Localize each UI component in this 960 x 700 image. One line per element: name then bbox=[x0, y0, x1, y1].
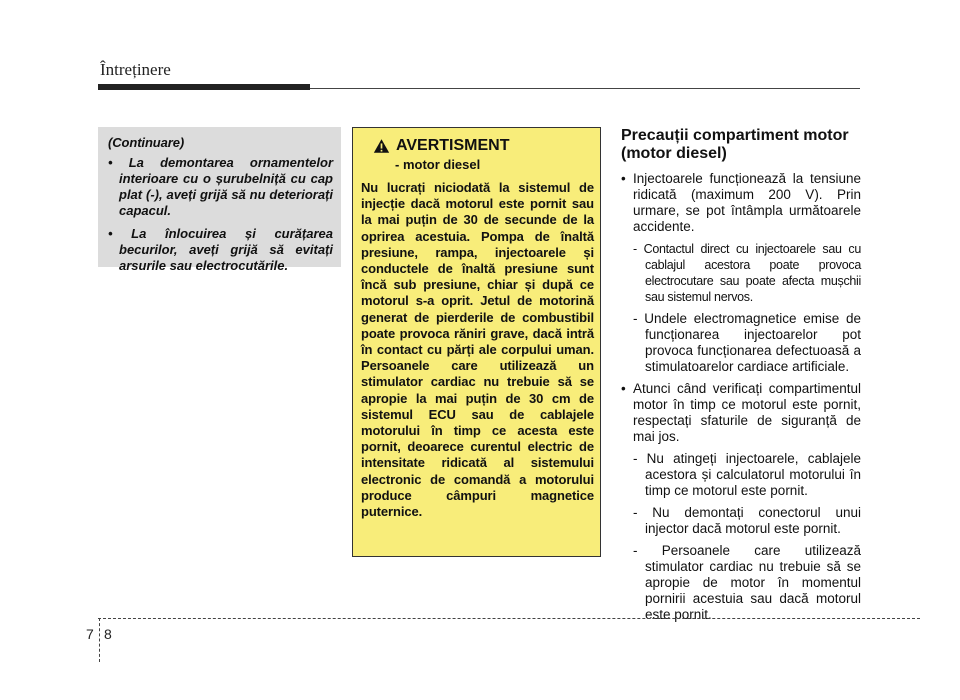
sub-item: - Nu atingeți injectoarele, cablajele acestora și calculatorul motorului în timp ce motorul este pornit. bbox=[633, 451, 861, 498]
warning-title: AVERTISMENT bbox=[396, 137, 510, 154]
bullet-item: • Injectoarele funcționează la tensiune ridicată (maximum 200 V). Prin urmare, se pot întâmpla următoarele accidente. bbox=[621, 171, 861, 234]
sub-item: - Undele electromagnetice emise de funcționarea injectoarelor pot provoca funcționarea defectuoasă a stimulatoarelor cardiace artificiale. bbox=[633, 311, 861, 374]
page-header-title: Întreținere bbox=[100, 60, 171, 79]
sub-item: - Persoanele care utilizează stimulator cardiac nu trebuie să se apropie de motor în momentul pornirii acestuia sau dacă motorul este pornit. bbox=[633, 543, 861, 622]
continuation-box bbox=[98, 127, 341, 273]
warning-header bbox=[373, 137, 594, 155]
warning-subtitle: - motor diesel bbox=[395, 157, 481, 172]
warning-body: Nu lucrați niciodată la sistemul de injecție dacă motorul este pornit sau la mai puțin de 30 de secunde de la oprirea acestuia. Pompa de înaltă presiune, rampa, injectoarele și conductele de înaltă presiune sunt încă sub presiune, chiar și după ce motorul s-a oprit. Jetul de motorină generat de pierderile de combustibil poate provoca răniri grave, dacă intră în contact cu părți ale corpului uman. Persoanele care utilizează un stimulator cardiac nu trebuie să se apropie la mai puțin de 30 cm de sistemul ECU sau de cablajele motorului în timp ce acesta este pornit, deoarece curentul electric de intensitate ridicată al sistemului electronic de comandă a motorului produce câmpuri magnetice puternice. bbox=[361, 180, 594, 520]
warning-box bbox=[352, 127, 601, 557]
sub-item: - Nu demontați conectorul unui injector dacă motorul este pornit. bbox=[633, 505, 861, 536]
chapter-number: 7 bbox=[86, 626, 94, 642]
footer-divider bbox=[99, 618, 100, 662]
header-accent-bar bbox=[98, 84, 310, 90]
page-number: 8 bbox=[104, 626, 112, 642]
warning-triangle-icon bbox=[373, 138, 390, 154]
continuation-item: • La demontarea ornamentelor interioare cu o șurubelniță cu cap plat (-), aveți grijă să nu deteriorați capacul. bbox=[108, 155, 334, 218]
engine-precautions-section bbox=[621, 127, 861, 629]
footer-rule bbox=[98, 618, 920, 619]
sub-item: - Contactul direct cu injectoarele sau cu cablajul acestora poate provoca electrocutare sau poate afecta mușchii sau sistemul nervos. bbox=[633, 242, 861, 304]
continuation-item: • La înlocuirea și curățarea becurilor, aveți grijă să evitați arsurile sau electrocutările. bbox=[108, 226, 333, 273]
header-rule bbox=[310, 88, 860, 89]
bullet-item: • Atunci când verificați compartimentul motor în timp ce motorul este pornit, respectați sfaturile de siguranță de mai jos. bbox=[621, 381, 861, 444]
section-title: Precauții compartiment motor (motor diesel) bbox=[621, 127, 849, 162]
continuation-title: (Continuare) bbox=[108, 135, 185, 150]
